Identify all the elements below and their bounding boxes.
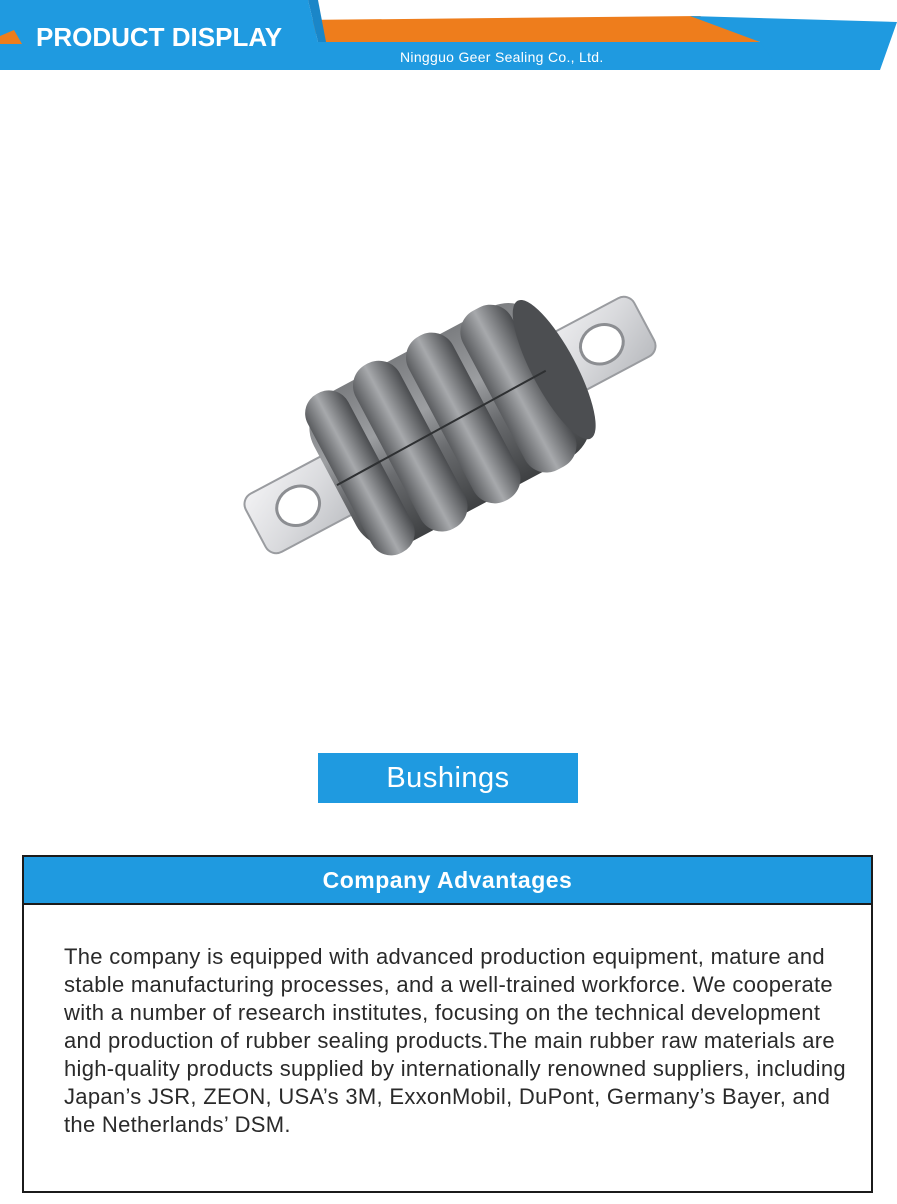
product-name-label: Bushings	[318, 753, 578, 803]
header-banner	[0, 0, 897, 72]
company-name: Ningguo Geer Sealing Co., Ltd.	[400, 49, 604, 65]
page-title: PRODUCT DISPLAY	[36, 22, 283, 52]
product-image	[150, 160, 750, 730]
company-advantages-text: The company is equipped with advanced production equipment, mature and stable manufacturing processes, and a well-trained workforce. We cooperate with a number of research institutes, focusing on the technical development and production of rubber sealing products.The main rubber raw materials are high-quality products supplied by internationally renowned suppliers, including Japan’s JSR, ZEON, USA’s 3M, ExxonMobil, DuPont, Germany’s Bayer, and the Netherlands’ DSM.	[64, 944, 846, 1137]
company-advantages-heading: Company Advantages	[24, 857, 871, 905]
company-advantages-panel	[22, 855, 873, 1193]
